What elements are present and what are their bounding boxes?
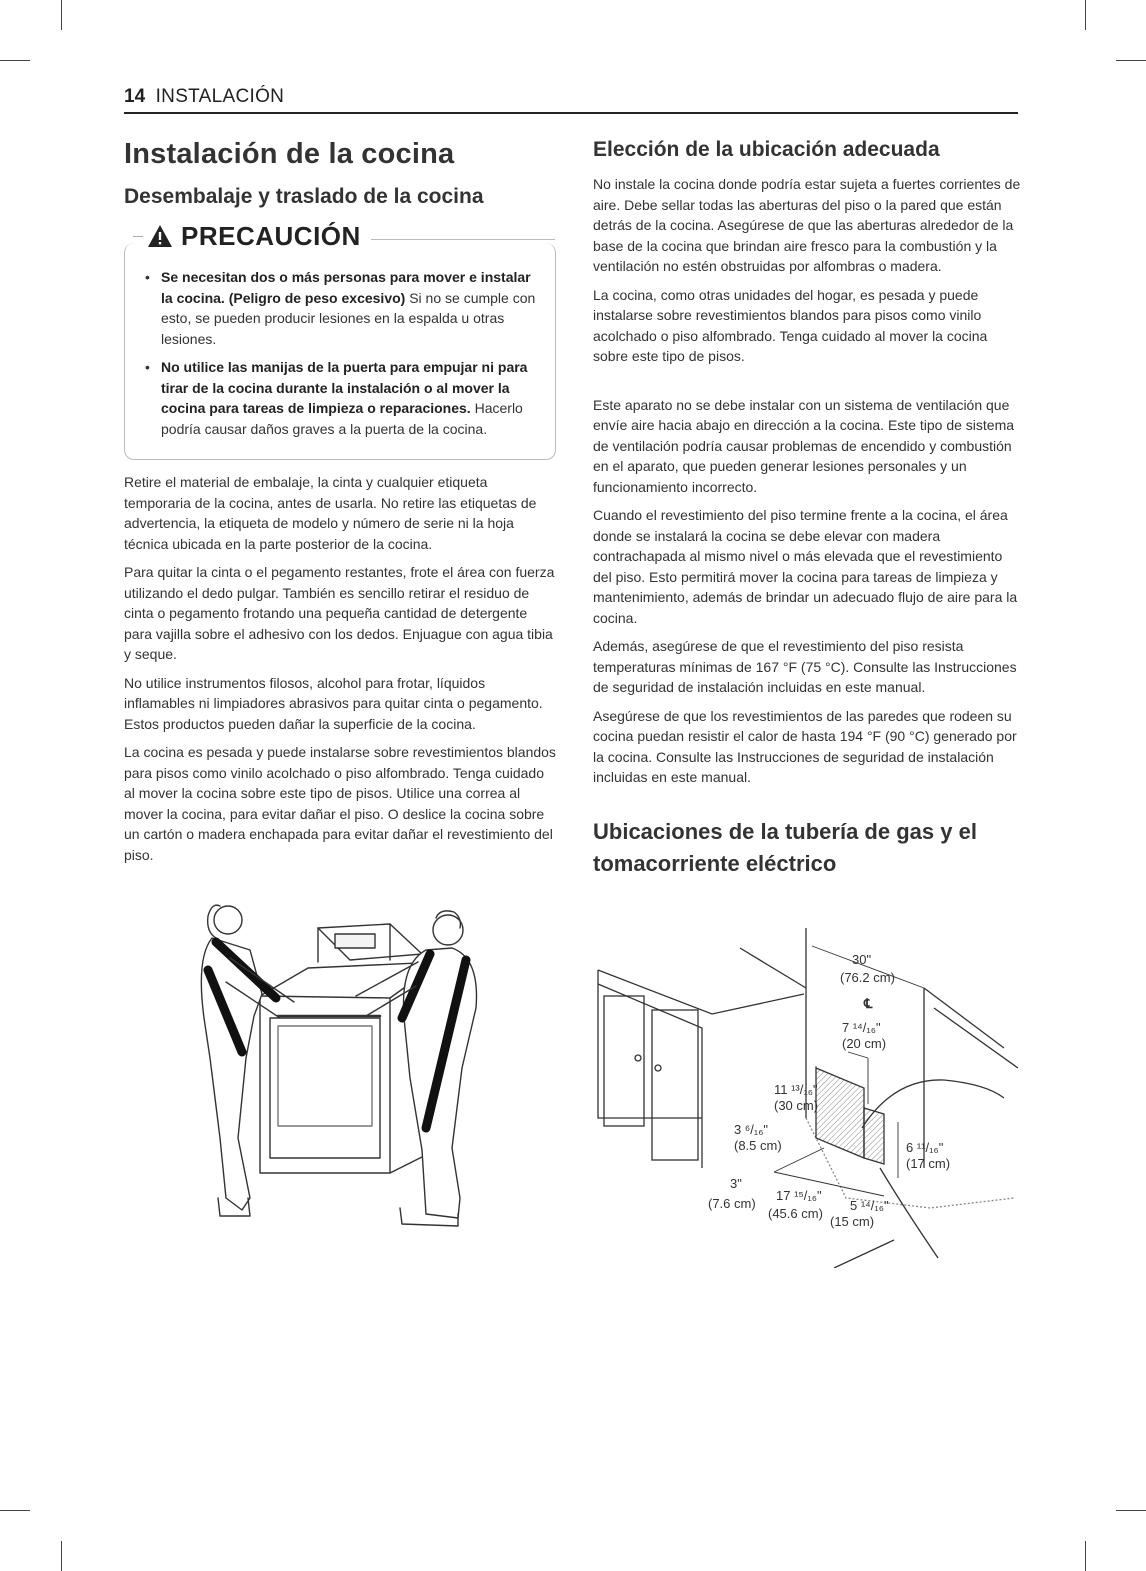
paragraph: No instale la cocina donde podría estar sujeta a fuertes corrientes de aire. Debe sellar todas las aberturas del piso o la pared que están detrás de la cocina. Asegúrese de que las aberturas alrededor de la base de la cocina que brindan aire fresco para la combustión y la ventilación no estén obstruidas por alfombras o madera. [593,176,1021,274]
dimension-label: (15 cm) [830,1214,875,1229]
dimension-label: (7.6 cm) [708,1196,756,1211]
list-item [143,357,541,439]
list-item [143,267,541,349]
dimension-label: (20 cm) [842,1036,887,1051]
paragraph: La cocina es pesada y puede instalarse sobre revestimientos blandos para pisos como vinilo acolchado o piso alfombrado. Tenga cuidado al mover la cocina sobre este tipo de pisos. Utilice una correa al mover la cocina, para evitar dañar el piso. O deslice la cocina sobre un cartón o madera enchapada para evitar dañar el revestimiento del piso. [124,744,556,863]
dimension-label: 11 ¹³/₁₆" [774,1082,818,1097]
moving-range-illustration [190,898,490,1238]
caution-title: PRECAUCIÓN [181,220,361,251]
paragraph: Este aparato no se debe instalar con un sistema de ventilación que envíe aire hacia abajo en dirección a la cocina. Este tipo de sistema de ventilación podría causar problemas de encendido y combustión en el aparato, que pueden generar lesiones personales y un funcionamiento incorrecto. [593,396,1015,495]
page-number: 14 [124,86,146,107]
dimension-label: (45.6 cm) [768,1206,823,1221]
divider [133,236,143,237]
paragraph: Retire el material de embalaje, la cinta y cualquier etiqueta temporaria de la cocina, antes de usarla. No retire las etiquetas de advertencia, la etiqueta de modelo y número de serie ni la hoja técnica ubicada en la parte posterior de la cocina. [124,474,537,552]
caution-box [124,220,556,460]
dimension-label: (17 cm) [906,1156,951,1171]
paragraph: Cuando el revestimiento del piso termine frente a la cocina, el área donde se instalará la cocina se debe elevar con madera contrachapada al mismo nivel o más elevada que el revestimiento del piso. Esto permitirá mover la cocina para tareas de limpieza y mantenimiento, además de brindar un adecuado flujo de aire para la cocina. [593,507,1018,626]
crop-mark [61,1541,62,1571]
dimension-label: (8.5 cm) [734,1138,782,1153]
caution-header [133,221,555,251]
caution-bold-text: Se necesitan dos o más personas para mover e instalar la cocina. (Peligro de peso excesivo) [161,269,531,306]
centerline-symbol: ℄ [864,996,873,1011]
dimension-label: 7 ¹⁴/₁₆" [842,1020,881,1035]
divider [371,239,555,240]
dimension-label: 3 ⁶/₁₆" [734,1122,769,1137]
paragraph: No utilice instrumentos filosos, alcohol para frotar, líquidos inflamables ni limpiadores abrasivos para quitar cinta o pegamento. Estos productos pueden dañar la superficie de la cocina. [124,674,543,732]
section-subtitle: Desembalaje y traslado de la cocina [124,185,484,208]
section-title: INSTALACIÓN [155,86,285,107]
crop-mark [61,0,62,30]
paragraph: Para quitar la cinta o el pegamento restantes, frote el área con fuerza utilizando el dedo pulgar. También es sencillo retirar el residuo de cinta o pegamento frotando una pequeña cantidad de detergente para vajilla sobre el adhesivo con los dedos. Enjuague con agua tibia y seque. [124,564,555,662]
caution-bold-text: No utilice las manijas de la puerta para empujar ni para tirar de la cocina durante la instalación o al mover la cocina para tareas de limpieza o reparaciones. [161,359,528,416]
dimension-label: 6 ¹¹/₁₆" [906,1140,944,1155]
caution-text: Si no se cumple con esto, se pueden producir lesiones en la espalda u otras lesiones. [161,289,536,347]
right-column [593,138,1023,880]
crop-mark [0,60,30,61]
section-heading: Ubicaciones de la tubería de gas y el tomacorriente eléctrico [593,818,977,876]
dimension-label: 5 ¹⁴/₁₆" [850,1198,889,1213]
dimension-label: 17 ¹⁵/₁₆" [776,1188,822,1203]
dimension-label: (76.2 cm) [840,970,895,985]
crop-mark [1085,0,1086,30]
paragraph: La cocina, como otras unidades del hogar, es pesada y puede instalarse sobre revestimientos blandos para pisos como vinilo acolchado o piso alfombrado. Tenga cuidado al mover la cocina sobre este tipo de pisos. [593,286,988,364]
crop-mark [1085,1541,1086,1571]
gas-outlet-location-diagram [594,928,1018,1268]
crop-mark [1116,60,1146,61]
left-column [124,138,556,873]
page-header [124,86,1018,114]
crop-mark [0,1510,30,1511]
caution-text: Hacerlo podría causar daños graves a la puerta de la cocina. [161,400,523,437]
caution-list [143,267,541,439]
dimension-label: 30" [852,952,872,967]
dimension-label: 3" [730,1176,742,1191]
paragraph: Asegúrese de que los revestimientos de las paredes que rodeen su cocina puedan resistir el calor de hasta 194 °F (90 °C) generado por la cocina. Consulte las Instrucciones de seguridad de instalación incluidas en este manual. [593,707,1017,785]
paragraph: Además, asegúrese de que el revestimiento del piso resista temperaturas mínimas de 167 °F (75 °C). Consulte las Instrucciones de seguridad de instalación incluidas en este manual. [593,638,1017,695]
crop-mark [1116,1510,1146,1511]
page-title: Instalación de la cocina [124,138,455,170]
warning-icon [147,224,173,248]
dimension-label: (30 cm) [774,1098,819,1113]
section-heading: Elección de la ubicación adecuada [593,138,940,161]
